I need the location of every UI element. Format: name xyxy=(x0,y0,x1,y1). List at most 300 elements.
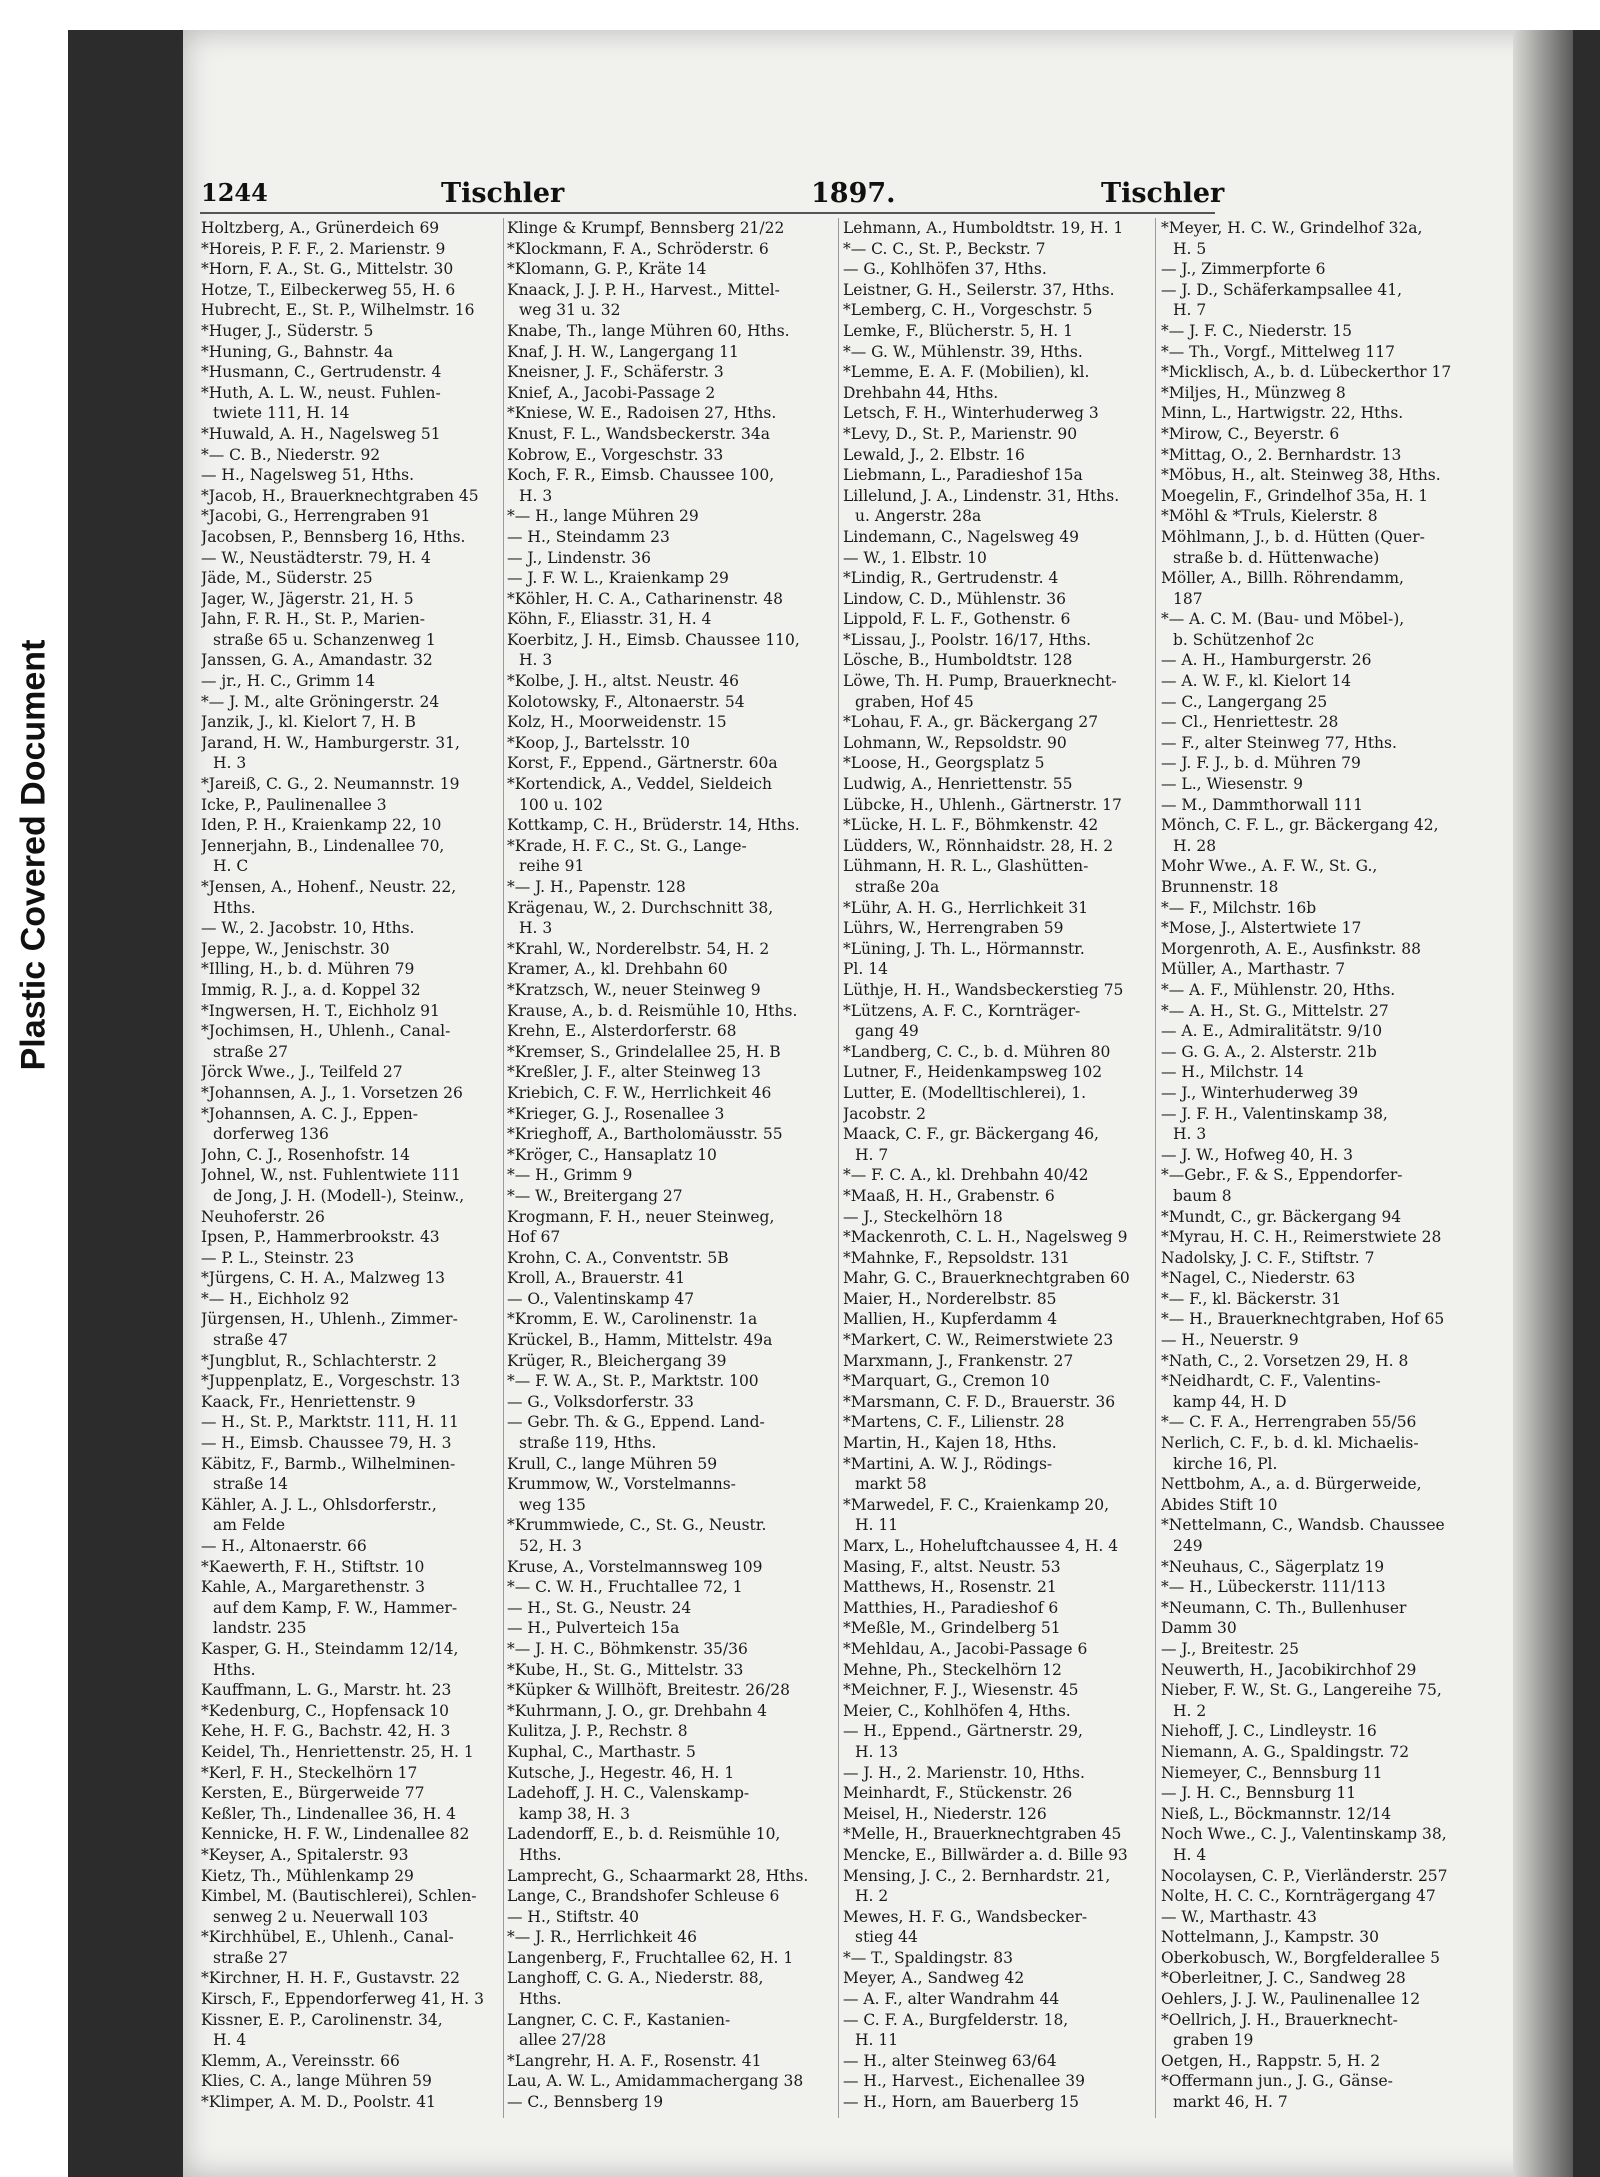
directory-entry: de Jong, J. H. (Modell-), Steinw., xyxy=(213,1186,465,1205)
directory-entry: Klies, C. A., lange Mühren 59 xyxy=(201,2072,432,2091)
directory-entry: weg 135 xyxy=(519,1495,586,1514)
directory-entry: *— T., Spaldingstr. 83 xyxy=(843,1948,1014,1967)
directory-entry: Minn, L., Hartwigstr. 22, Hths. xyxy=(1161,404,1404,423)
directory-entry: Keidel, Th., Henriettenstr. 25, H. 1 xyxy=(201,1742,474,1761)
page-number: 1244 xyxy=(201,178,268,207)
directory-entry: *Lützens, A. F. C., Kornträger- xyxy=(843,1001,1081,1020)
directory-entry: Johnel, W., nst. Fuhlentwiete 111 xyxy=(201,1166,461,1185)
directory-entry: Korst, F., Eppend., Gärtnerstr. 60a xyxy=(507,754,778,773)
directory-entry: — H., Eimsb. Chaussee 79, H. 3 xyxy=(201,1434,452,1453)
directory-entry: Jörck Wwe., J., Teilfeld 27 xyxy=(201,1063,403,1082)
directory-entry: Krägenau, W., 2. Durchschnitt 38, xyxy=(507,898,774,917)
directory-entry: Kuphal, C., Marthastr. 5 xyxy=(507,1742,696,1761)
directory-entry: *Kortendick, A., Veddel, Sieldeich xyxy=(507,775,773,794)
directory-entry: *Lemme, E. A. F. (Mobilien), kl. xyxy=(843,363,1090,382)
directory-entry: H. 5 xyxy=(1173,239,1207,258)
directory-entry: Mallien, H., Kupferdamm 4 xyxy=(843,1310,1058,1329)
directory-entry: *— A. H., St. G., Mittelstr. 27 xyxy=(1161,1001,1389,1020)
directory-entry: kamp 38, H. 3 xyxy=(519,1804,630,1823)
directory-entry: *Marwedel, F. C., Kraienkamp 20, xyxy=(843,1495,1110,1514)
directory-entry: *Mirow, C., Beyerstr. 6 xyxy=(1161,424,1340,443)
directory-entry: *Krummwiede, C., St. G., Neustr. xyxy=(507,1516,767,1535)
directory-entry: Ladehoff, J. H. C., Valenskamp- xyxy=(507,1784,750,1803)
directory-entry: *Markert, C. W., Reimerstwiete 23 xyxy=(843,1331,1114,1350)
directory-entry: *— C. C., St. P., Beckstr. 7 xyxy=(843,239,1046,258)
column-divider xyxy=(1155,218,1156,2118)
directory-entry: *Neuhaus, C., Sägerplatz 19 xyxy=(1161,1557,1385,1576)
directory-entry: Nettbohm, A., a. d. Bürgerweide, xyxy=(1161,1475,1422,1494)
directory-entry: Iden, P. H., Kraienkamp 22, 10 xyxy=(201,816,442,835)
directory-entry: *— H., lange Mühren 29 xyxy=(507,507,699,526)
directory-entry: Keßler, Th., Lindenallee 36, H. 4 xyxy=(201,1804,457,1823)
directory-entry: *Klockmann, F. A., Schröderstr. 6 xyxy=(507,239,769,258)
directory-entry: *Neidhardt, C. F., Valentins- xyxy=(1161,1372,1381,1391)
directory-entry: Noch Wwe., C. J., Valentinskamp 38, xyxy=(1161,1825,1447,1844)
directory-entry: Kottkamp, C. H., Brüderstr. 14, Hths. xyxy=(507,816,800,835)
directory-entry: *Jensen, A., Hohenf., Neustr. 22, xyxy=(201,878,457,896)
directory-entry: Kneisner, J. F., Schäferstr. 3 xyxy=(507,363,724,382)
directory-entry: Marx, L., Hoheluftchaussee 4, H. 4 xyxy=(843,1537,1119,1555)
directory-entry: *Kedenburg, C., Hopfensack 10 xyxy=(201,1701,449,1720)
directory-entry: *— H., Eichholz 92 xyxy=(201,1289,350,1308)
directory-entry: *Mundt, C., gr. Bäckergang 94 xyxy=(1161,1207,1402,1226)
running-title-left: Tischler xyxy=(441,178,565,209)
directory-entry: Nieß, L., Böckmannstr. 12/14 xyxy=(1161,1804,1392,1823)
directory-entry: Immig, R. J., a. d. Koppel 32 xyxy=(201,980,421,999)
directory-entry: Mencke, E., Billwärder a. d. Bille 93 xyxy=(843,1845,1128,1864)
directory-entry: — G., Kohlhöfen 37, Hths. xyxy=(843,260,1047,279)
directory-entry: Langenberg, F., Fruchtallee 62, H. 1 xyxy=(507,1948,794,1967)
directory-entry: am Felde xyxy=(213,1516,285,1535)
directory-entry: Krull, C., lange Mühren 59 xyxy=(507,1454,718,1473)
directory-entry: Kramer, A., kl. Drehbahn 60 xyxy=(507,960,728,979)
directory-entry: *Marsmann, C. F. D., Brauerstr. 36 xyxy=(843,1392,1116,1411)
directory-entry: *Kerl, F. H., Steckelhörn 17 xyxy=(201,1763,418,1782)
directory-entry: — C., Langergang 25 xyxy=(1161,692,1328,711)
directory-entry: Kehe, H. F. G., Bachstr. 42, H. 3 xyxy=(201,1722,451,1741)
directory-entry: Mensing, J. C., 2. Bernhardstr. 21, xyxy=(843,1866,1111,1885)
directory-entry: *Kremser, S., Grindelallee 25, H. B xyxy=(507,1042,781,1061)
directory-entry: Lindow, C. D., Mühlenstr. 36 xyxy=(843,589,1067,608)
directory-entry: Klemm, A., Vereinsstr. 66 xyxy=(201,2051,400,2070)
directory-entry: *Landberg, C. C., b. d. Mühren 80 xyxy=(843,1042,1111,1061)
directory-entry: 249 xyxy=(1173,1537,1203,1555)
directory-entry: 187 xyxy=(1173,589,1203,608)
directory-entry: *Maaß, H. H., Grabenstr. 6 xyxy=(843,1186,1055,1205)
directory-entry: — J. F. J., b. d. Mühren 79 xyxy=(1161,754,1361,773)
directory-entry: Masing, F., altst. Neustr. 53 xyxy=(843,1557,1061,1576)
directory-entry: landstr. 235 xyxy=(213,1619,307,1638)
directory-entry: *— J. H., Papenstr. 128 xyxy=(507,878,686,896)
directory-entry: *Horn, F. A., St. G., Mittelstr. 30 xyxy=(201,260,454,279)
directory-entry: Maier, H., Norderelbstr. 85 xyxy=(843,1289,1057,1308)
directory-entry: *— C. W. H., Fruchtallee 72, 1 xyxy=(507,1578,743,1597)
directory-entry: markt 46, H. 7 xyxy=(1173,2093,1288,2112)
directory-entry: *Marquart, G., Cremon 10 xyxy=(843,1372,1050,1391)
directory-entry: *Oberleitner, J. C., Sandweg 28 xyxy=(1161,1969,1406,1988)
directory-entry: *— J. M., alte Gröningerstr. 24 xyxy=(201,692,440,711)
directory-entry: gang 49 xyxy=(855,1022,919,1041)
directory-entry: H. 11 xyxy=(855,1516,899,1535)
directory-column-1 xyxy=(201,218,523,2118)
directory-entry: H. 2 xyxy=(1173,1701,1207,1720)
directory-entry: — J. H. C., Bennsburg 11 xyxy=(1161,1784,1357,1803)
directory-entry: *Köhler, H. C. A., Catharinenstr. 48 xyxy=(507,589,783,608)
directory-entry: senweg 2 u. Neuerwall 103 xyxy=(213,1907,429,1926)
directory-entry: Krüger, R., Bleichergang 39 xyxy=(507,1351,727,1370)
directory-entry: straße 65 u. Schanzenweg 1 xyxy=(213,630,436,649)
directory-entry: Lühmann, H. R. L., Glashütten- xyxy=(843,857,1089,876)
directory-entry: *Kaewerth, F. H., Stiftstr. 10 xyxy=(201,1557,425,1576)
directory-entry: Nocolaysen, C. P., Vierländerstr. 257 xyxy=(1161,1866,1448,1885)
directory-entry: H. 3 xyxy=(213,754,247,773)
directory-entry: Lüdders, W., Rönnhaidstr. 28, H. 2 xyxy=(843,836,1114,855)
directory-entry: Nottelmann, J., Kampstr. 30 xyxy=(1161,1928,1379,1947)
directory-entry: Hof 67 xyxy=(507,1228,561,1247)
directory-entry: graben, Hof 45 xyxy=(855,692,974,711)
directory-entry: — H., Altonaerstr. 66 xyxy=(201,1537,367,1555)
directory-entry: Oberkobusch, W., Borgfelderallee 5 xyxy=(1161,1948,1441,1967)
directory-entry: Langner, C. C. F., Kastanien- xyxy=(507,2010,731,2029)
directory-entry: H. 7 xyxy=(1173,301,1207,320)
directory-entry: Kruse, A., Vorstelmannsweg 109 xyxy=(507,1557,763,1576)
directory-entry: *Huning, G., Bahnstr. 4a xyxy=(201,342,394,361)
directory-entry: Nieber, F. W., St. G., Langereihe 75, xyxy=(1161,1681,1442,1700)
directory-entry: kirche 16, Pl. xyxy=(1173,1454,1278,1473)
directory-entry: — J., Lindenstr. 36 xyxy=(507,548,651,567)
directory-entry: Kersten, E., Bürgerweide 77 xyxy=(201,1784,425,1803)
header-rule xyxy=(200,212,1215,214)
directory-entry: Käbitz, F., Barmb., Wilhelminen- xyxy=(201,1454,456,1473)
directory-entry: *Kolbe, J. H., altst. Neustr. 46 xyxy=(507,672,739,691)
directory-entry: Kauffmann, L. G., Marstr. ht. 23 xyxy=(201,1681,452,1700)
directory-entry: — P. L., Steinstr. 23 xyxy=(201,1248,355,1267)
directory-entry: Krehn, E., Alsterdorferstr. 68 xyxy=(507,1022,737,1041)
directory-entry: *Offermann jun., J. G., Gänse- xyxy=(1161,2072,1393,2091)
directory-entry: H. 3 xyxy=(519,651,553,670)
directory-entry: Abides Stift 10 xyxy=(1161,1495,1278,1514)
directory-entry: *Mackenroth, C. L. H., Nagelsweg 9 xyxy=(843,1228,1128,1247)
directory-entry: Janssen, G. A., Amandastr. 32 xyxy=(201,651,433,670)
directory-entry: Jacobstr. 2 xyxy=(843,1104,926,1123)
directory-entry: Lindemann, C., Nagelsweg 49 xyxy=(843,527,1079,546)
directory-entry: *Jacob, H., Brauerknechtgraben 45 xyxy=(201,486,479,505)
directory-entry: Nolte, H. C. C., Kornträgergang 47 xyxy=(1161,1887,1436,1906)
directory-entry: — J. D., Schäferkampsallee 41, xyxy=(1161,280,1403,299)
directory-entry: — J., Zimmerpforte 6 xyxy=(1161,260,1326,279)
directory-entry: Marxmann, J., Frankenstr. 27 xyxy=(843,1351,1074,1370)
directory-entry: *Ingwersen, H. T., Eichholz 91 xyxy=(201,1001,440,1020)
directory-entry: Nadolsky, J. C. F., Stiftstr. 7 xyxy=(1161,1248,1375,1267)
directory-entry: Kahle, A., Margarethenstr. 3 xyxy=(201,1578,426,1597)
directory-entry: Lehmann, A., Humboldtstr. 19, H. 1 xyxy=(843,219,1124,237)
directory-entry: Mehne, Ph., Steckelhörn 12 xyxy=(843,1660,1062,1679)
directory-entry: Niemann, A. G., Spaldingstr. 72 xyxy=(1161,1742,1410,1761)
directory-entry: u. Angerstr. 28a xyxy=(855,507,982,526)
directory-entry: *— H., Lübeckerstr. 111/113 xyxy=(1161,1578,1386,1597)
directory-entry: Matthews, H., Rosenstr. 21 xyxy=(843,1578,1057,1597)
directory-entry: graben 19 xyxy=(1173,2031,1254,2050)
directory-entry: Krummow, W., Vorstelmanns- xyxy=(507,1475,736,1494)
directory-entry: — J., Steckelhörn 18 xyxy=(843,1207,1003,1226)
directory-entry: straße 20a xyxy=(855,878,940,896)
directory-entry: *Meyer, H. C. W., Grindelhof 32a, xyxy=(1161,219,1423,237)
directory-entry: H. 3 xyxy=(1173,1125,1207,1144)
directory-entry: *Miljes, H., Münzweg 8 xyxy=(1161,383,1346,402)
directory-entry: Meisel, H., Niederstr. 126 xyxy=(843,1804,1047,1823)
directory-entry: *Möbus, H., alt. Steinweg 38, Hths. xyxy=(1161,466,1441,485)
directory-entry: *— F., kl. Bäckerstr. 31 xyxy=(1161,1289,1342,1308)
directory-entry: Letsch, F. H., Winterhuderweg 3 xyxy=(843,404,1099,423)
directory-entry: *Kromm, E. W., Carolinenstr. 1a xyxy=(507,1310,758,1329)
directory-entry: *Jareiß, C. G., 2. Neumannstr. 19 xyxy=(201,775,460,794)
directory-entry: Hubrecht, E., St. P., Wilhelmstr. 16 xyxy=(201,301,475,320)
directory-entry: — H., Eppend., Gärtnerstr. 29, xyxy=(843,1722,1083,1741)
directory-entry: Martin, H., Kajen 18, Hths. xyxy=(843,1434,1057,1453)
directory-entry: Lillelund, J. A., Lindenstr. 31, Hths. xyxy=(843,486,1120,505)
directory-entry: — H., St. G., Neustr. 24 xyxy=(507,1598,692,1617)
directory-entry: Neuhoferstr. 26 xyxy=(201,1207,325,1226)
directory-entry: Krückel, B., Hamm, Mittelstr. 49a xyxy=(507,1331,773,1350)
page-edge xyxy=(1513,30,1573,2177)
directory-entry: *Nath, C., 2. Vorsetzen 29, H. 8 xyxy=(1161,1351,1409,1370)
directory-entry: — M., Dammthorwall 111 xyxy=(1161,795,1364,814)
directory-entry: Jager, W., Jägerstr. 21, H. 5 xyxy=(201,589,414,608)
directory-entry: *— J. F. C., Niederstr. 15 xyxy=(1161,321,1352,340)
directory-entry: — J., Winterhuderweg 39 xyxy=(1161,1083,1359,1102)
directory-entry: Löwe, Th. H. Pump, Brauerknecht- xyxy=(843,672,1117,691)
directory-entry: Kasper, G. H., Steindamm 12/14, xyxy=(201,1639,459,1658)
directory-entry: *Kube, H., St. G., Mittelstr. 33 xyxy=(507,1660,744,1679)
directory-entry: allee 27/28 xyxy=(519,2031,607,2050)
directory-entry: *— C. B., Niederstr. 92 xyxy=(201,445,381,464)
directory-entry: — H., Harvest., Eichenallee 39 xyxy=(843,2072,1086,2091)
directory-entry: H. 4 xyxy=(213,2031,247,2050)
directory-entry: Leistner, G. H., Seilerstr. 37, Hths. xyxy=(843,280,1115,299)
directory-entry: straße 27 xyxy=(213,1948,289,1967)
directory-entry: *— G. W., Mühlenstr. 39, Hths. xyxy=(843,342,1083,361)
directory-entry: Holtzberg, A., Grünerdeich 69 xyxy=(201,219,440,237)
directory-entry: — F., alter Steinweg 77, Hths. xyxy=(1161,733,1397,752)
directory-entry: Kissner, E. P., Carolinenstr. 34, xyxy=(201,2010,443,2029)
directory-entry: — W., 2. Jacobstr. 10, Hths. xyxy=(201,919,415,938)
directory-entry: straße 47 xyxy=(213,1331,289,1350)
directory-entry: Lübcke, H., Uhlenh., Gärtnerstr. 17 xyxy=(843,795,1122,814)
directory-entry: — H., Nagelsweg 51, Hths. xyxy=(201,466,415,485)
directory-entry: *Jochimsen, H., Uhlenh., Canal- xyxy=(201,1022,451,1041)
directory-entry: *— C. F. A., Herrengraben 55/56 xyxy=(1161,1413,1417,1432)
directory-entry: *Möhl & *Truls, Kielerstr. 8 xyxy=(1161,507,1378,526)
directory-entry: *Küpker & Willhöft, Breitestr. 26/28 xyxy=(507,1681,790,1700)
directory-entry: Lohmann, W., Repsoldstr. 90 xyxy=(843,733,1067,752)
directory-entry: Knust, F. L., Wandsbeckerstr. 34a xyxy=(507,424,770,443)
directory-entry: — O., Valentinskamp 47 xyxy=(507,1289,695,1308)
directory-entry: *Lühr, A. H. G., Herrlichkeit 31 xyxy=(843,898,1089,917)
directory-entry: H. 11 xyxy=(855,2031,899,2050)
directory-entry: H. 13 xyxy=(855,1742,899,1761)
directory-entry: Oetgen, H., Rappstr. 5, H. 2 xyxy=(1161,2051,1381,2070)
directory-column-3 xyxy=(843,218,1165,2118)
directory-entry: Meier, C., Kohlhöfen 4, Hths. xyxy=(843,1701,1071,1720)
directory-entry: Jahn, F. R. H., St. P., Marien- xyxy=(201,610,425,629)
directory-entry: *Neumann, C. Th., Bullenhuser xyxy=(1161,1598,1407,1617)
page-header xyxy=(201,178,1225,212)
directory-entry: Jennerjahn, B., Lindenallee 70, xyxy=(201,836,445,855)
directory-entry: Ipsen, P., Hammerbrookstr. 43 xyxy=(201,1228,440,1247)
directory-entry: Niehoff, J. C., Lindleystr. 16 xyxy=(1161,1722,1377,1741)
directory-entry: Neuwerth, H., Jacobikirchhof 29 xyxy=(1161,1660,1417,1679)
directory-entry: *Langrehr, H. A. F., Rosenstr. 41 xyxy=(507,2051,762,2070)
directory-entry: Kutsche, J., Hegestr. 46, H. 1 xyxy=(507,1763,735,1782)
directory-entry: Oehlers, J. J. W., Paulinenallee 12 xyxy=(1161,1990,1421,2009)
directory-entry: — W., 1. Elbstr. 10 xyxy=(843,548,987,567)
directory-entry: Maack, C. F., gr. Bäckergang 46, xyxy=(843,1125,1099,1144)
directory-entry: Knief, A., Jacobi-Passage 2 xyxy=(507,383,716,402)
directory-entry: straße 27 xyxy=(213,1042,289,1061)
directory-entry: Hths. xyxy=(213,898,256,917)
directory-entry: Mönch, C. F. L., gr. Bäckergang 42, xyxy=(1161,816,1439,835)
directory-entry: — H., Neuerstr. 9 xyxy=(1161,1331,1299,1350)
directory-entry: Kähler, A. J. L., Ohlsdorferstr., xyxy=(201,1495,437,1514)
directory-entry: Langhoff, C. G. A., Niederstr. 88, xyxy=(507,1969,764,1988)
directory-entry: *Kirchhübel, E., Uhlenh., Canal- xyxy=(201,1928,454,1947)
directory-entry: *Koop, J., Bartelsstr. 10 xyxy=(507,733,690,752)
directory-entry: Lamprecht, G., Schaarmarkt 28, Hths. xyxy=(507,1866,809,1885)
directory-entry: Hths. xyxy=(519,1990,562,2009)
directory-entry: Lutter, E. (Modelltischlerei), 1. xyxy=(843,1083,1087,1102)
directory-entry: *Krieger, G. J., Rosenallee 3 xyxy=(507,1104,725,1123)
directory-entry: — H., alter Steinweg 63/64 xyxy=(843,2051,1057,2070)
directory-entry: Kirsch, F., Eppendorferweg 41, H. 3 xyxy=(201,1990,484,2009)
directory-entry: — J. W., Hofweg 40, H. 3 xyxy=(1161,1145,1353,1164)
directory-entry: — H., Horn, am Bauerberg 15 xyxy=(843,2093,1079,2112)
directory-entry: Lau, A. W. L., Amidammachergang 38 xyxy=(507,2072,804,2091)
directory-entry: *— J. R., Herrlichkeit 46 xyxy=(507,1928,697,1947)
directory-entry: *— F., Milchstr. 16b xyxy=(1161,898,1317,917)
directory-entry: H. 7 xyxy=(855,1145,889,1164)
directory-entry: *Micklisch, A., b. d. Lübeckerthor 17 xyxy=(1161,363,1452,382)
directory-entry: *— A. C. M. (Bau- und Möbel-), xyxy=(1161,610,1405,629)
directory-entry: Kobrow, E., Vorgeschstr. 33 xyxy=(507,445,724,464)
directory-entry: — jr., H. C., Grimm 14 xyxy=(201,672,375,691)
side-label-panel xyxy=(0,0,68,2177)
directory-entry: *—Gebr., F. & S., Eppendorfer- xyxy=(1161,1166,1403,1185)
directory-entry: straße 14 xyxy=(213,1475,289,1494)
directory-entry: — G., Volksdorferstr. 33 xyxy=(507,1392,694,1411)
directory-entry: Kaack, Fr., Henriettenstr. 9 xyxy=(201,1392,416,1411)
directory-entry: *Lücke, H. L. F., Böhmkenstr. 42 xyxy=(843,816,1099,835)
directory-entry: *Meßle, M., Grindelberg 51 xyxy=(843,1619,1061,1638)
directory-entry: Morgenroth, A. E., Ausfinkstr. 88 xyxy=(1161,939,1421,958)
directory-entry: Meyer, A., Sandweg 42 xyxy=(843,1969,1025,1988)
directory-entry: *Klimper, A. M. D., Poolstr. 41 xyxy=(201,2093,436,2112)
directory-entry: Krogmann, F. H., neuer Steinweg, xyxy=(507,1207,775,1226)
directory-entry: Kriebich, C. F. W., Herrlichkeit 46 xyxy=(507,1083,772,1102)
directory-entry: Ladendorff, E., b. d. Reismühle 10, xyxy=(507,1825,781,1844)
directory-entry: Hths. xyxy=(519,1845,562,1864)
directory-entry: straße 119, Hths. xyxy=(519,1434,657,1453)
column-divider xyxy=(503,218,504,2118)
directory-entry: *Kniese, W. E., Radoisen 27, Hths. xyxy=(507,404,777,423)
directory-entry: Jürgensen, H., Uhlenh., Zimmer- xyxy=(201,1310,458,1329)
directory-entry: *Jungblut, R., Schlachterstr. 2 xyxy=(201,1351,437,1370)
directory-entry: 52, H. 3 xyxy=(519,1537,582,1555)
directory-entry: Lippold, F. L. F., Gothenstr. 6 xyxy=(843,610,1071,629)
directory-entry: — J. H., 2. Marienstr. 10, Hths. xyxy=(843,1763,1085,1782)
directory-entry: Jarand, H. W., Hamburgerstr. 31, xyxy=(201,733,460,752)
directory-entry: — H., St. P., Marktstr. 111, H. 11 xyxy=(201,1413,459,1432)
directory-entry: Kietz, Th., Mühlenkamp 29 xyxy=(201,1866,414,1885)
directory-entry: *— F. W. A., St. P., Marktstr. 100 xyxy=(507,1372,759,1391)
directory-entry: *— A. F., Mühlenstr. 20, Hths. xyxy=(1161,980,1396,999)
directory-entry: Köhn, F., Eliasstr. 31, H. 4 xyxy=(507,610,712,629)
directory-entry: Hths. xyxy=(213,1660,256,1679)
directory-entry: b. Schützenhof 2c xyxy=(1173,630,1315,649)
directory-entry: — H., Steindamm 23 xyxy=(507,527,670,546)
directory-entry: *Keyser, A., Spitalerstr. 93 xyxy=(201,1845,409,1864)
directory-entry: Mohr Wwe., A. F. W., St. G., xyxy=(1161,857,1378,876)
directory-entry: Möller, A., Billh. Röhrendamm, xyxy=(1161,569,1404,588)
directory-entry: H. 4 xyxy=(1173,1845,1207,1864)
directory-entry: Lange, C., Brandshofer Schleuse 6 xyxy=(507,1887,780,1906)
directory-entry: *Loose, H., Georgsplatz 5 xyxy=(843,754,1045,773)
directory-entry: *— F. C. A., kl. Drehbahn 40/42 xyxy=(843,1166,1089,1185)
directory-entry: *Kröger, C., Hansaplatz 10 xyxy=(507,1145,717,1164)
directory-entry: Janzik, J., kl. Kielort 7, H. B xyxy=(201,713,416,732)
directory-entry: *Huwald, A. H., Nagelsweg 51 xyxy=(201,424,441,443)
directory-entry: *Jürgens, C. H. A., Malzweg 13 xyxy=(201,1269,445,1288)
directory-entry: *Levy, D., St. P., Marienstr. 90 xyxy=(843,424,1078,443)
directory-entry: Jeppe, W., Jenischstr. 30 xyxy=(201,939,390,958)
directory-entry: Mewes, H. F. G., Wandsbecker- xyxy=(843,1907,1088,1926)
directory-entry: Nerlich, C. F., b. d. kl. Michaelis- xyxy=(1161,1434,1419,1453)
directory-entry: Kolz, H., Moorweidenstr. 15 xyxy=(507,713,727,732)
directory-entry: Kimbel, M. (Bautischlerei), Schlen- xyxy=(201,1887,477,1906)
directory-entry: Jäde, M., Süderstr. 25 xyxy=(201,569,373,588)
directory-entry: Icke, P., Paulinenallee 3 xyxy=(201,795,387,814)
directory-entry: *Oellrich, J. H., Brauerknecht- xyxy=(1161,2010,1398,2029)
directory-entry: *Krahl, W., Norderelbstr. 54, H. 2 xyxy=(507,939,770,958)
directory-entry: Krohn, C. A., Conventstr. 5B xyxy=(507,1248,729,1267)
directory-entry: *Krade, H. F. C., St. G., Lange- xyxy=(507,836,747,855)
directory-entry: *Kratzsch, W., neuer Steinweg 9 xyxy=(507,980,761,999)
directory-entry: *Lüning, J. Th. L., Hörmannstr. xyxy=(843,939,1085,958)
directory-entry: — C., Bennsberg 19 xyxy=(507,2093,664,2112)
directory-entry: *— Th., Vorgf., Mittelweg 117 xyxy=(1161,342,1395,361)
directory-entry: Knaack, J. J. P. H., Harvest., Mittel- xyxy=(507,280,780,299)
directory-entry: Moegelin, F., Grindelhof 35a, H. 1 xyxy=(1161,486,1429,505)
directory-entry: baum 8 xyxy=(1173,1186,1232,1205)
directory-entry: Jacobsen, P., Bennsberg 16, Hths. xyxy=(201,527,466,546)
directory-entry: Brunnenstr. 18 xyxy=(1161,878,1279,896)
directory-entry: Niemeyer, C., Bennsburg 11 xyxy=(1161,1763,1383,1782)
directory-entry: Lutner, F., Heidenkampsweg 102 xyxy=(843,1063,1103,1082)
directory-entry: *Mose, J., Alstertwiete 17 xyxy=(1161,919,1362,938)
directory-entry: *Mittag, O., 2. Bernhardstr. 13 xyxy=(1161,445,1402,464)
directory-entry: *Johannsen, A. J., 1. Vorsetzen 26 xyxy=(201,1083,463,1102)
directory-entry: Lewald, J., 2. Elbstr. 16 xyxy=(843,445,1025,464)
directory-entry: Klinge & Krumpf, Bennsberg 21/22 xyxy=(507,219,785,237)
directory-entry: *Melle, H., Brauerknechtgraben 45 xyxy=(843,1825,1122,1844)
directory-entry: Müller, A., Marthastr. 7 xyxy=(1161,960,1346,979)
header-year: 1897. xyxy=(811,178,896,209)
directory-entry: Pl. 14 xyxy=(843,960,888,979)
directory-entry: — H., Milchstr. 14 xyxy=(1161,1063,1304,1082)
directory-entry: — J., Breitestr. 25 xyxy=(1161,1639,1300,1658)
directory-entry: John, C. J., Rosenhofstr. 14 xyxy=(201,1145,410,1164)
directory-entry: — Cl., Henriettestr. 28 xyxy=(1161,713,1339,732)
directory-entry: kamp 44, H. D xyxy=(1173,1392,1287,1411)
